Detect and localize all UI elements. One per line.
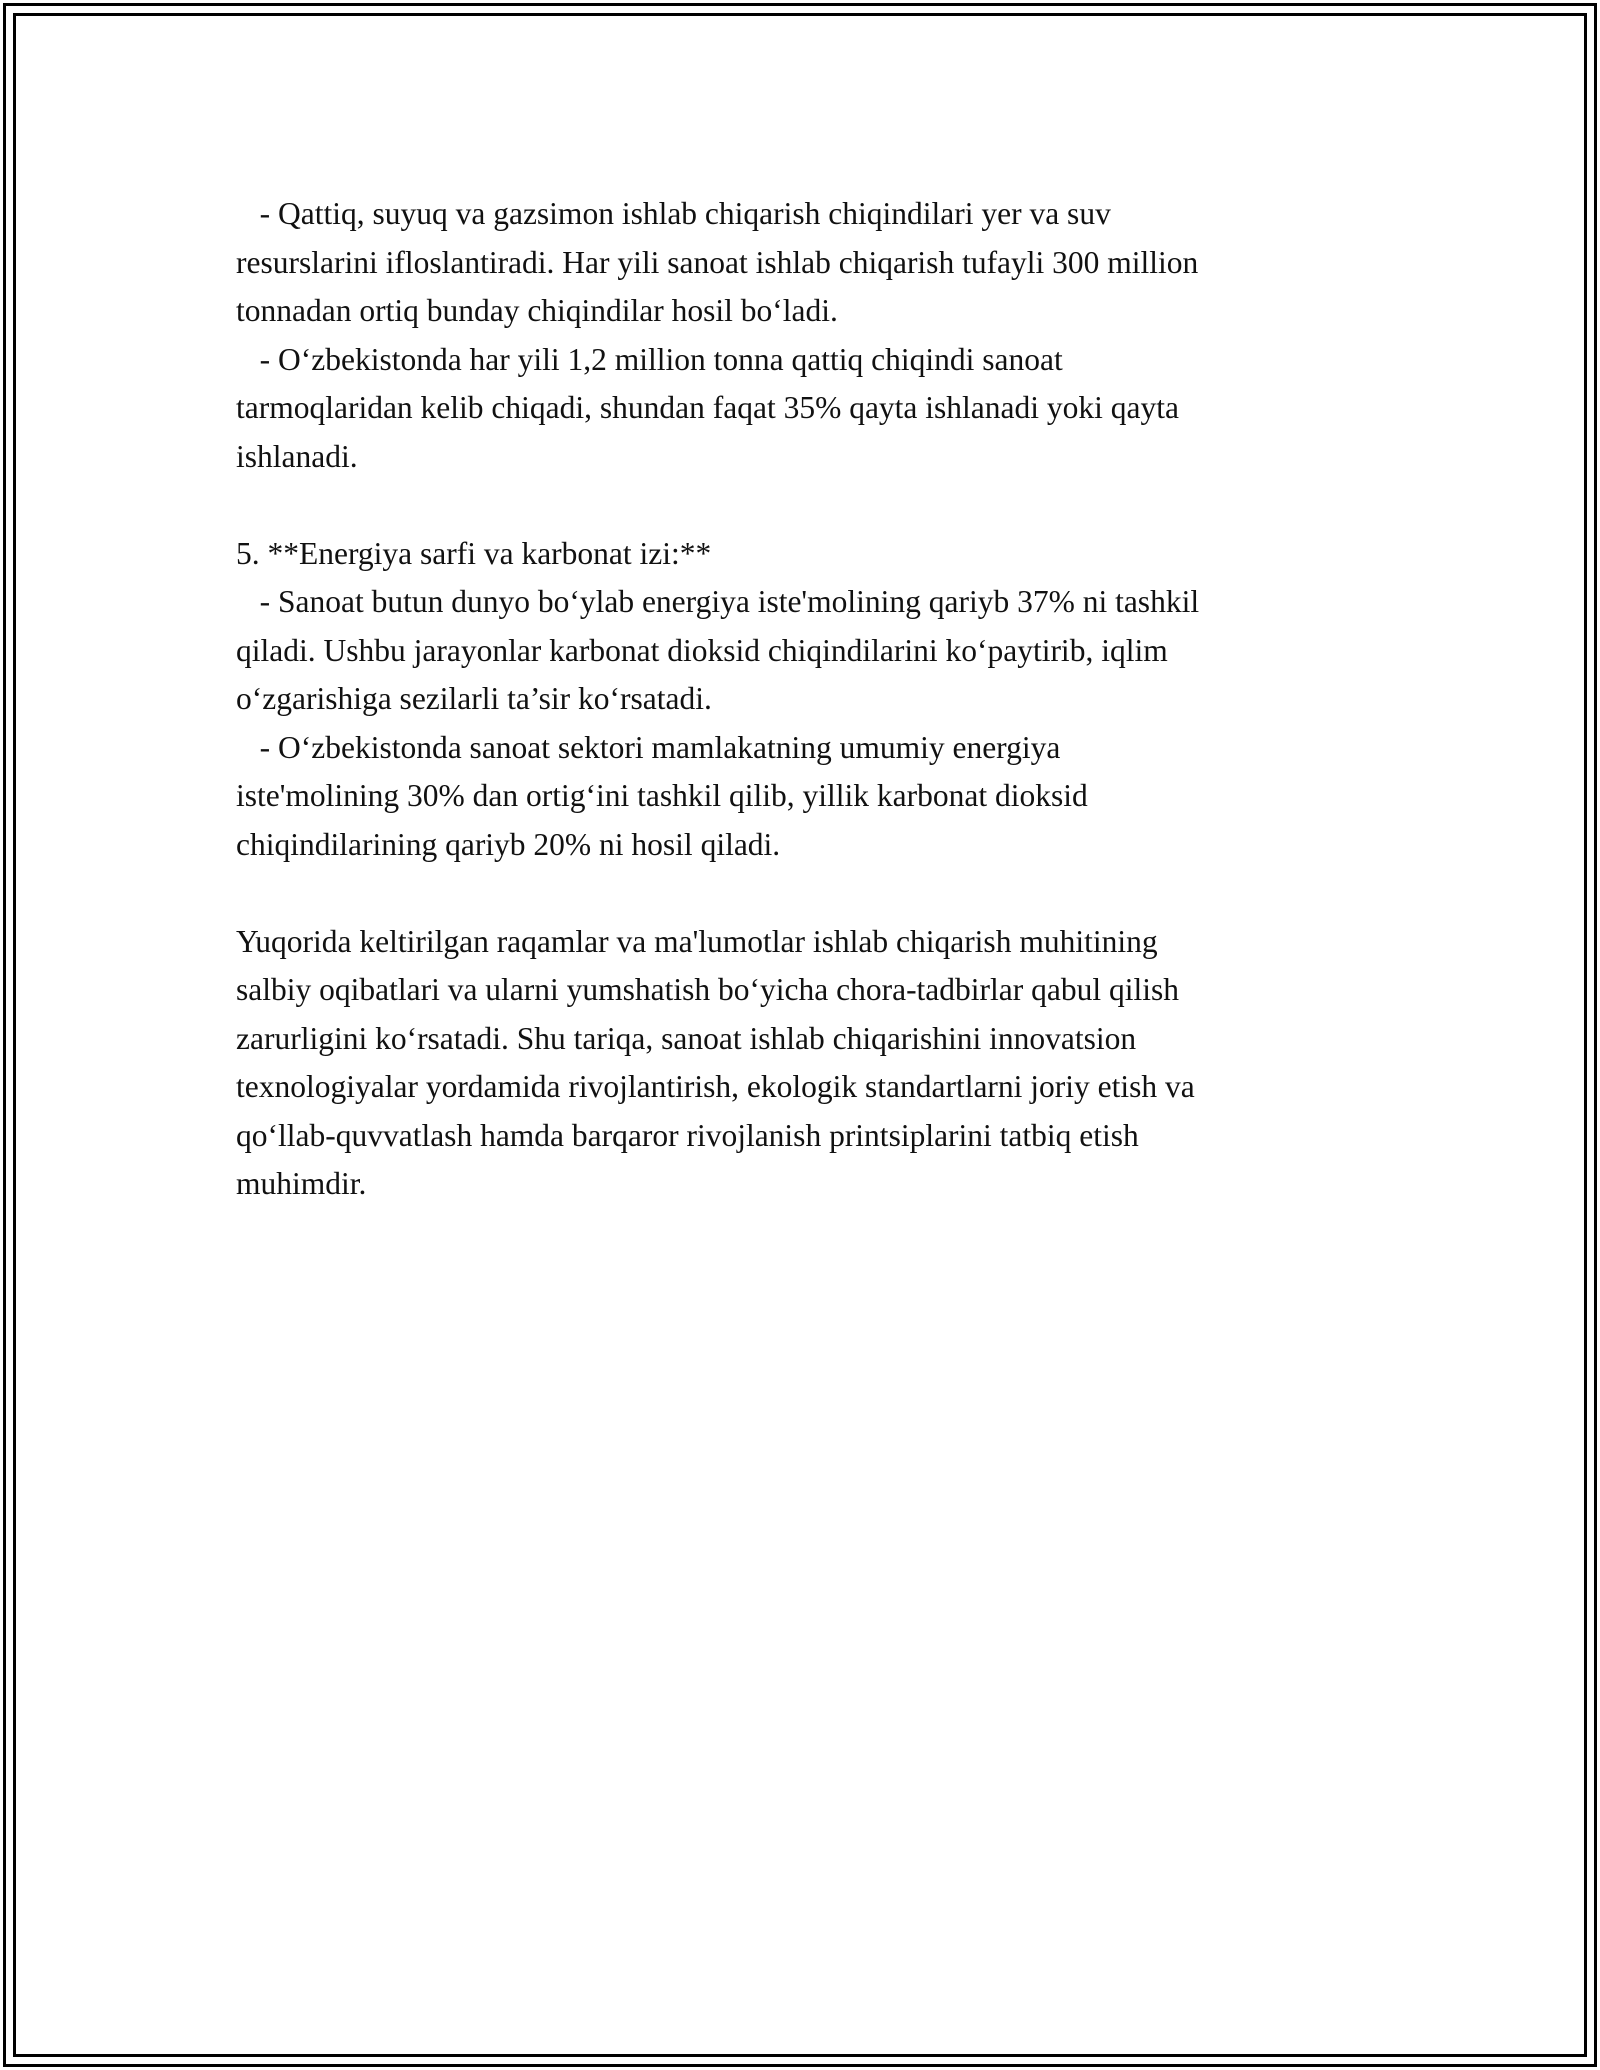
paragraph-spacer <box>236 869 1376 918</box>
text-line: tarmoqlaridan kelib chiqadi, shundan faqat 35% qayta ishlanadi yoki qayta <box>236 390 1179 425</box>
text-line: ishlanadi. <box>236 438 358 474</box>
text-line: texnologiyalar yordamida rivojlantirish, ekologik standartlarni joriy etish va <box>236 1069 1195 1104</box>
text-line: resurslarini ifloslantiradi. Har yili sanoat ishlab chiqarish tufayli 300 million <box>236 244 1199 280</box>
text-line: - O‘zbekistonda sanoat sektori mamlakatning umumiy energiya <box>236 729 1061 765</box>
text-line: Yuqorida keltirilgan raqamlar va ma'lumotlar ishlab chiqarish muhitining <box>236 923 1158 959</box>
text-line: iste'molining 30% dan ortig‘ini tashkil qilib, yillik karbonat dioksid <box>236 778 1088 813</box>
text-line: - Qattiq, suyuq va gazsimon ishlab chiqarish chiqindilari yer va suv <box>236 196 1111 231</box>
text-line: - O‘zbekistonda har yili 1,2 million tonna qattiq chiqindi sanoat <box>236 341 1063 377</box>
text-line: chiqindilarining qariyb 20% ni hosil qiladi. <box>236 826 781 862</box>
text-line: o‘zgarishiga sezilarli ta’sir ko‘rsatadi. <box>236 681 712 716</box>
paragraph-solid-waste <box>236 190 1376 481</box>
text-line: muhimdir. <box>236 1166 367 1201</box>
paragraph-spacer <box>236 481 1376 530</box>
text-line: - Sanoat butun dunyo bo‘ylab energiya iste'molining qariyb 37% ni tashkil <box>236 584 1200 619</box>
text-line: qo‘llab-quvvatlash hamda barqaror rivojlanish printsiplarini tatbiq etish <box>236 1117 1139 1153</box>
text-line: salbiy oqibatlari va ularni yumshatish bo‘yicha chora-tadbirlar qabul qilish <box>236 972 1180 1007</box>
text-line: tonnadan ortiq bunday chiqindilar hosil bo‘ladi. <box>236 293 838 328</box>
text-line: zarurligini ko‘rsatadi. Shu tariqa, sanoat ishlab chiqarishini innovatsion <box>236 1020 1137 1056</box>
text-line: qiladi. Ushbu jarayonlar karbonat dioksid chiqindilarini ko‘paytirib, iqlim <box>236 632 1168 668</box>
paragraph-energy-carbon <box>236 530 1376 870</box>
section-heading: 5. **Energiya sarfi va karbonat izi:** <box>236 535 712 571</box>
document-body <box>236 190 1376 1209</box>
paragraph-conclusion <box>236 918 1376 1209</box>
